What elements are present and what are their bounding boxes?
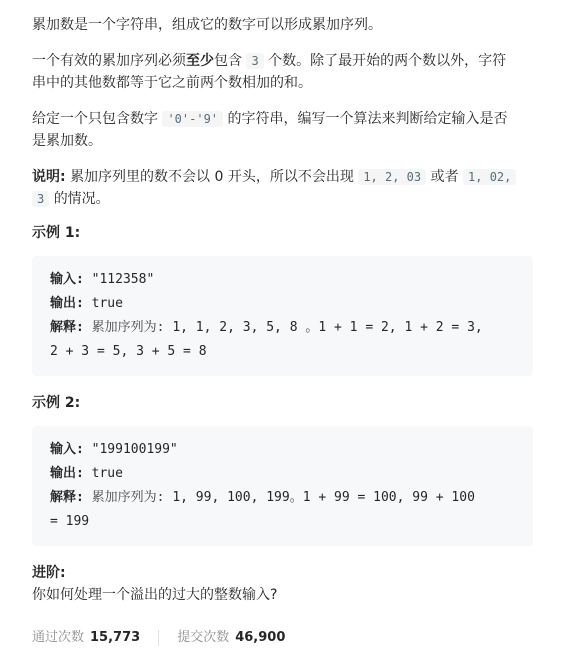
output-label: 输出: [50,466,84,481]
explain-zh: 累加序列为: [91,320,165,335]
note-code-3: 3 [32,191,49,207]
example-1-input [50,268,515,292]
input-value: "112358" [91,272,155,287]
submission-stats [32,628,533,648]
input-label: 输入: [50,272,84,287]
example-1-explain-cont: 2 + 3 = 5, 3 + 5 = 8 [50,344,207,359]
example-2-explain-cont: = 199 [50,514,90,529]
note-paragraph [32,166,533,210]
note-text-middle: 或者 [430,169,459,185]
output-value: true [91,296,123,311]
example-2-box [32,426,533,546]
task-code-digits: '0'-'9' [162,111,223,127]
intro-text: 累加数是一个字符串，组成它的数字可以形成累加序列。 [32,17,382,33]
explain-zh: 累加序列为: [91,490,165,505]
example-1-box [32,256,533,376]
rule-paragraph [32,50,533,94]
explain-label: 解释: [50,320,84,335]
submit-count-label: 提交次数 [177,630,230,645]
explain-line-1: 1, 1, 2, 3, 5, 8 。1 + 1 = 2, 1 + 2 = 3, [172,320,483,335]
output-value: true [91,466,123,481]
example-2-explain [50,486,515,510]
task-line-1 [32,108,533,130]
followup-title: 进阶: [32,565,66,581]
note-line-2 [32,188,533,210]
task-text-line2: 是累加数。 [32,133,102,149]
followup-text: 你如何处理一个溢出的过大的整数输入? [32,587,278,603]
rule-text-suffix: 个数。除了最开始的两个数以外，字符 [268,53,507,69]
input-label: 输入: [50,442,84,457]
rule-code-three: 3 [246,53,263,69]
task-text-suffix: 的字符串，编写一个算法来判断给定输入是否 [227,111,508,127]
note-line-1 [32,166,533,188]
rule-line-1 [32,50,533,72]
example-1-explain [50,316,515,340]
example-1-output [50,292,515,316]
pass-count-label: 通过次数 [32,630,85,645]
note-label: 说明: [32,169,66,185]
note-code-1: 1, 2, 03 [358,169,426,185]
rule-text-middle: 包含 [214,53,242,69]
output-label: 输出: [50,296,84,311]
stats-divider [158,630,159,646]
task-paragraph [32,108,533,152]
note-text-suffix: 的情况。 [53,191,110,207]
example-1-title: 示例 1: [32,225,81,241]
rule-line-2 [32,72,533,94]
note-text-prefix: 累加序列里的数不会以 0 开头，所以不会出现 [70,169,354,185]
rule-text-bold: 至少 [186,53,214,69]
submit-count-value: 46,900 [235,630,286,645]
example-2-title: 示例 2: [32,395,81,411]
explain-line-1: 1, 99, 100, 199。1 + 99 = 100, 99 + 100 [172,490,475,505]
pass-count-value: 15,773 [90,630,141,645]
explain-label: 解释: [50,490,84,505]
input-value: "199100199" [91,442,178,457]
task-line-2 [32,130,533,152]
task-text-prefix: 给定一个只包含数字 [32,111,158,127]
rule-text-prefix: 一个有效的累加序列必须 [32,53,186,69]
intro-paragraph [32,14,533,36]
example-2-input [50,438,515,462]
problem-content [32,14,533,648]
example-2-output [50,462,515,486]
rule-text-line2: 串中的其他数都等于它之前两个数相加的和。 [32,75,312,91]
note-code-2: 1, 02, [463,169,516,185]
